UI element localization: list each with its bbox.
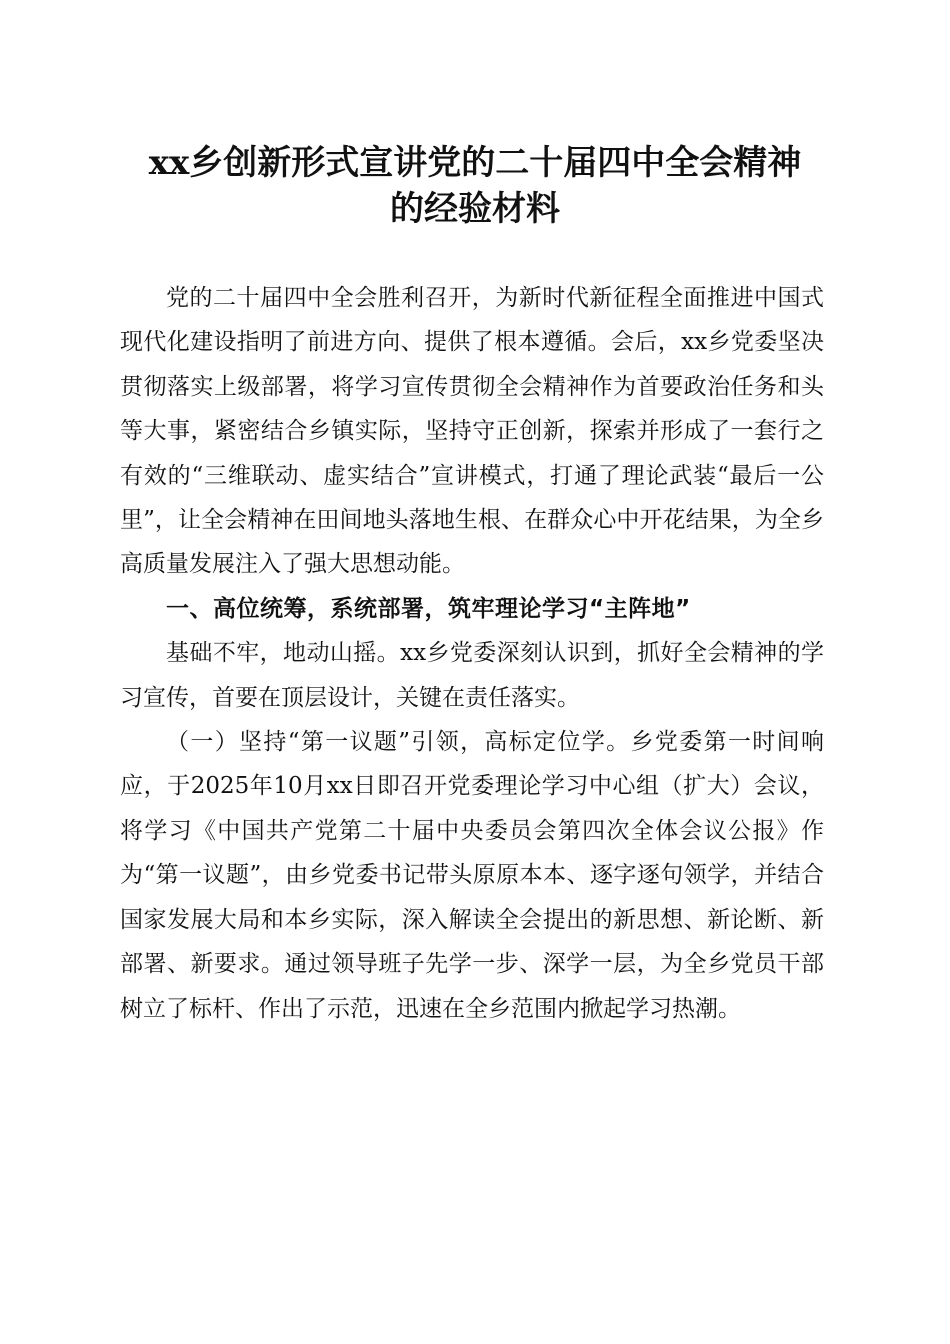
title-line-1: xx乡创新形式宣讲党的二十届四中全会精神 <box>148 143 802 183</box>
title-line-2: 的经验材料 <box>390 189 560 229</box>
section-1-heading: 一、高位统筹，系统部署，筑牢理论学习“主阵地” <box>166 595 691 622</box>
intro-paragraph: 党的二十届四中全会胜利召开，为新时代新征程全面推进中国式现代化建设指明了前进方向、提供了根本遵循。会后，xx乡党委坚决贯彻落实上级部署，将学习宣传贯彻全会精神作为首要政治任务和头等大事，紧密结合乡镇实际，坚持守正创新，探索并形成了一套行之有效的“三维联动、虚实结合”宣讲模式，打通了理论武装“最后一公里”，让全会精神在田间地头落地生根、在群众心中开花结果，为全乡高质量发展注入了强大思想动能。 <box>120 285 824 578</box>
document-title <box>100 140 850 232</box>
document-body <box>120 276 824 1031</box>
section-1-intro-paragraph: 基础不牢，地动山摇。xx乡党委深刻认识到，抓好全会精神的学习宣传，首要在顶层设计，关键在责任落实。 <box>120 640 824 711</box>
section-1-item-1-paragraph: （一）坚持“第一议题”引领，高标定位学。乡党委第一时间响应，于2025年10月xx日即召开党委理论学习中心组（扩大）会议，将学习《中国共产党第二十届中央委员会第四次全体会议公报》作为“第一议题”，由乡党委书记带头原原本本、逐字逐句领学，并结合国家发展大局和本乡实际，深入解读全会提出的新思想、新论断、新部署、新要求。通过领导班子先学一步、深学一层，为全乡党员干部树立了标杆、作出了示范，迅速在全乡范围内掀起学习热潮。 <box>120 729 824 1022</box>
